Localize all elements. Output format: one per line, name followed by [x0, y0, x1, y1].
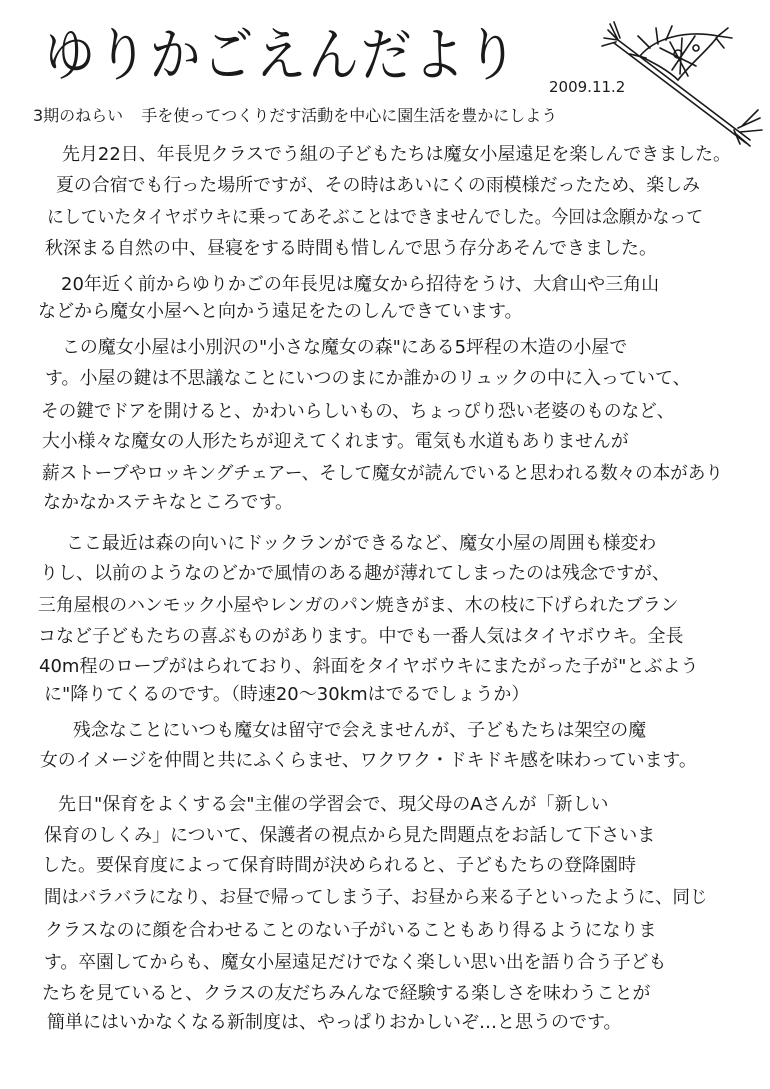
- article-line: 残念なことにいつも魔女は留守で会えませんが、子どもたちは架空の魔: [73, 720, 647, 741]
- article-line: なかなかステキなところです。: [43, 492, 294, 513]
- article-line: りし、以前のようなのどかで風情のある趣が薄れてしまったのは残念ですが、: [40, 563, 670, 584]
- article-line: 間はバラバラになり、お昼で帰ってしまう子、お昼から来る子といったように、同じ: [44, 887, 708, 908]
- article-line: 保育のしくみ」について、保護者の視点から見た問題点をお話して下さいま: [44, 825, 656, 846]
- article-line: 先月22日、年長児クラスでう組の子どもたちは魔女小屋遠足を楽しんできました。: [62, 144, 732, 165]
- article-line: 40m程のロープがはられており、斜面をタイヤボウキにまたがった子が"とぶよう: [39, 656, 699, 677]
- witch-broom-icon: [600, 18, 765, 148]
- article-line: 女のイメージを仲間と共にふくらませ、ワクワク・ドキドキ感を味わっています。: [40, 750, 697, 771]
- issue-date: 2009.11.2: [549, 78, 626, 96]
- article-line: 三角屋根のハンモック小屋やレンガのパン焼きがま、木の枝に下げられたブラン: [38, 595, 679, 616]
- article-line: 秋深まる自然の中、昼寝をする時間も惜しんで思う存分あそんできました。: [45, 238, 657, 259]
- article-line: 20年近く前からゆりかごの年長児は魔女から招待をうけ、大倉山や三角山: [61, 274, 660, 295]
- article-line: にしていたタイヤボウキに乗ってあそぶことはできませんでした。今回は念願かなって: [47, 207, 704, 228]
- article-line: 夏の合宿でも行った場所ですが、その時はあいにくの雨模様だったため、楽しみ: [56, 175, 701, 196]
- article-line: した。要保育度によって保育時間が決められると、子どもたちの登降園時: [42, 855, 636, 876]
- article-line: などから魔女小屋へと向かう遠足をたのしんできています。: [38, 301, 523, 322]
- article-line: 先日"保育をよくする会"主催の学習会で、現父母のAさんが「新しい: [58, 794, 609, 815]
- term-aim-label: 3期のねらい: [33, 106, 124, 125]
- article-line: に"降りてくるのです。（時速20～30kmはでるでしょうか）: [44, 684, 530, 705]
- article-line: この魔女小屋は小別沢の"小さな魔女の森"にある5坪程の木造の小屋で: [62, 337, 628, 358]
- article-line: その鍵でドアを開けると、かわいらしいもの、ちょっぴり恐い老婆のものなど、: [41, 401, 675, 422]
- article-line: コなど子どもたちの喜ぶものがあります。中でも一番人気はタイヤボウキ。全長: [38, 626, 684, 647]
- article-line: 大小様々な魔女の人形たちが迎えてくれます。電気も水道もありませんが: [42, 431, 629, 452]
- term-aim-text: 手を使ってつくりだす活動を中心に園生活を豊かにしよう: [141, 106, 558, 125]
- article-line: す。小屋の鍵は不思議なことにいつのまにか誰かのリュックの中に入っていて、: [45, 368, 691, 389]
- newsletter-title: ゆりかごえんだより: [44, 21, 520, 89]
- article-line: たちを見ていると、クラスの友だちみんなで経験する楽しさを味わうことが: [42, 983, 651, 1004]
- term-aim: [33, 103, 557, 126]
- article-line: 薪ストーブやロッキングチェアー、そして魔女が読んでいると思われる数々の本があり: [42, 463, 723, 484]
- article-line: す。卒園してからも、魔女小屋遠足だけでなく楽しい思い出を語り合う子ども: [44, 952, 667, 973]
- article-line: 簡単にはいかなくなる新制度は、やっぱりおかしいぞ…と思うのです。: [47, 1012, 622, 1033]
- article-line: クラスなのに顔を合わせることのない子がいることもあり得るようになりま: [45, 920, 657, 941]
- article-line: ここ最近は森の向いにドックランができるなど、魔女小屋の周囲も様変わ: [66, 533, 657, 554]
